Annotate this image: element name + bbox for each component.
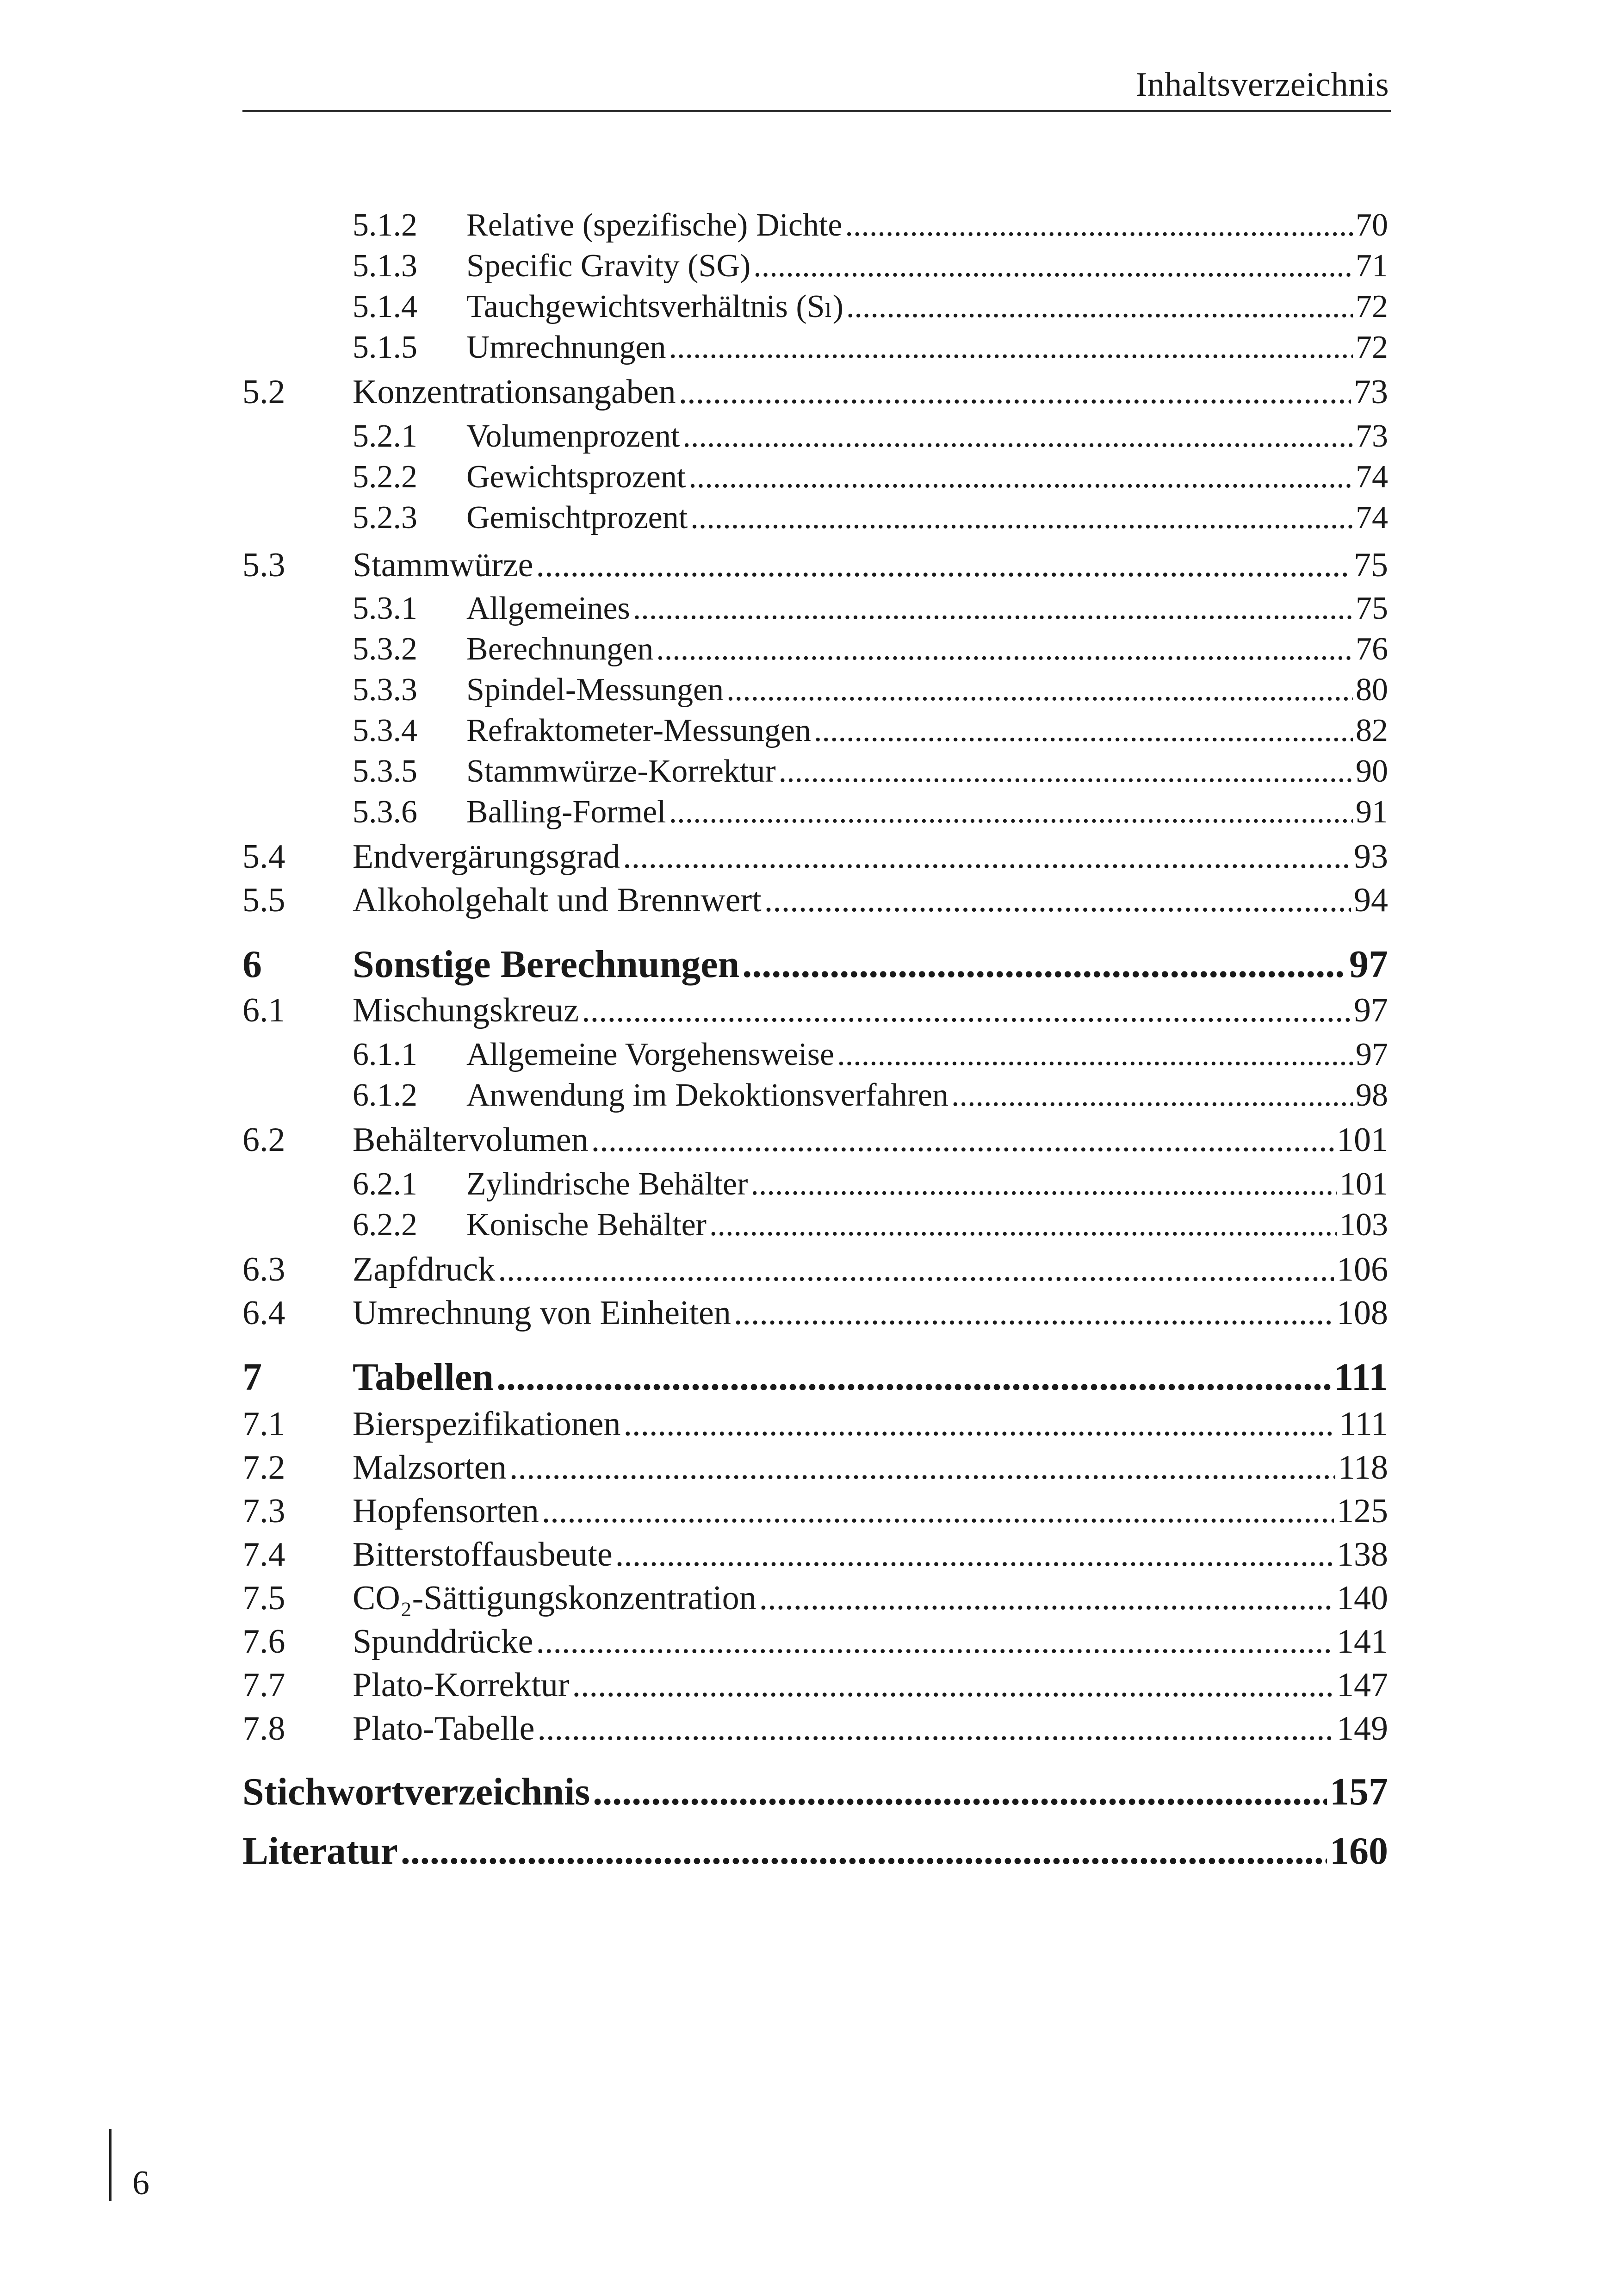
- toc-entry-page: 80: [1356, 672, 1388, 708]
- toc-entry-title: Sonstige Berechnungen: [353, 943, 740, 986]
- toc-entry-number: 6.1: [242, 991, 285, 1029]
- toc-entry-page: 103: [1339, 1207, 1388, 1243]
- toc-entry-title: Plato-Tabelle: [353, 1710, 535, 1748]
- toc-entry-page: 106: [1337, 1251, 1388, 1288]
- toc-entry-title: Alkoholgehalt und Brennwert: [353, 881, 762, 919]
- toc-entry-number: 6.2.2: [353, 1207, 417, 1243]
- dot-leader: [679, 375, 1351, 409]
- toc-entry-line: [466, 331, 1388, 364]
- toc-entry-title: Zylindrische Behälter: [466, 1166, 748, 1202]
- toc-entry-line: [353, 1252, 1388, 1287]
- toc-entry-line: [466, 502, 1388, 534]
- toc-entry-page: 125: [1337, 1492, 1388, 1530]
- toc-entry-number: 6.3: [242, 1251, 285, 1288]
- dot-leader: [669, 796, 1353, 828]
- toc-entry-title: Specific Gravity (SG): [466, 248, 751, 284]
- dot-leader: [633, 592, 1353, 625]
- toc-entry-number: 5.3.5: [353, 753, 417, 789]
- dot-leader: [734, 1296, 1334, 1330]
- toc-entry-number: 5.5: [242, 881, 285, 919]
- toc-entry-number: 7.8: [242, 1710, 285, 1748]
- toc-entry-title: Behältervolumen: [353, 1121, 589, 1159]
- toc-entry-page: 98: [1356, 1077, 1388, 1113]
- toc-entry-number: 7.1: [242, 1405, 285, 1443]
- dot-leader: [498, 1252, 1334, 1287]
- toc-entry-page: 75: [1354, 546, 1388, 584]
- toc-entry-number: 6.2: [242, 1121, 285, 1159]
- dot-leader: [615, 1537, 1334, 1572]
- toc-entry-number: 5.2.3: [353, 500, 417, 535]
- toc-entry-line: [353, 945, 1388, 984]
- toc-entry-number: 7.4: [242, 1536, 285, 1574]
- dot-leader: [669, 331, 1353, 364]
- running-header-title: Inhaltsverzeichnis: [1135, 66, 1389, 104]
- toc-entry-title: Stammwürze-Korrektur: [466, 753, 776, 789]
- toc-entry-line: [466, 420, 1388, 453]
- dot-leader: [496, 1358, 1331, 1397]
- toc-entry-number: 5.2.1: [353, 418, 417, 454]
- toc-entry-page: 97: [1356, 1037, 1388, 1072]
- toc-entry-page: 140: [1337, 1579, 1388, 1617]
- toc-entry-page: 93: [1354, 838, 1388, 876]
- toc-entry-number: 5.1.5: [353, 330, 417, 365]
- toc-entry-number: 5.3.2: [353, 631, 417, 667]
- dot-leader: [753, 250, 1353, 282]
- toc-entry-line: [353, 840, 1388, 874]
- dot-leader: [536, 548, 1351, 582]
- toc-entry-title: Tauchgewichtsverhältnis (Sₗ): [466, 289, 843, 324]
- toc-entry-line: [466, 674, 1388, 706]
- toc-entry-page: 101: [1339, 1166, 1388, 1202]
- toc-entry-title: Refraktometer-Messungen: [466, 713, 812, 748]
- toc-entry-title: CO₂-Sättigungskonzentration: [353, 1579, 756, 1617]
- toc-entry-line: [353, 1581, 1388, 1615]
- toc-entry-page: 157: [1330, 1770, 1388, 1813]
- toc-entry-line: [353, 1358, 1388, 1397]
- toc-entry-page: 76: [1356, 631, 1388, 667]
- toc-entry-title: Berechnungen: [466, 631, 654, 667]
- dot-leader: [951, 1079, 1353, 1112]
- toc-entry-title: Volumenprozent: [466, 418, 680, 454]
- toc-entry-page: 138: [1337, 1536, 1388, 1574]
- dot-leader: [779, 755, 1353, 788]
- toc-entry-number: 5.3.4: [353, 713, 417, 748]
- toc-entry-number: 5.1.3: [353, 248, 417, 284]
- dot-leader: [814, 715, 1353, 747]
- toc-entry-line: [353, 1407, 1388, 1441]
- dot-leader: [690, 502, 1353, 534]
- page-marker-line: [109, 2129, 112, 2201]
- toc-entry-title: Umrechnungen: [466, 330, 666, 365]
- toc-entry-page: 70: [1356, 207, 1388, 243]
- toc-entry-number: 7.6: [242, 1623, 285, 1661]
- dot-leader: [623, 1407, 1336, 1441]
- toc-entry-page: 91: [1356, 794, 1388, 830]
- dot-leader: [536, 1624, 1334, 1659]
- toc-entry-number: 5.4: [242, 838, 285, 876]
- toc-entry-page: 147: [1337, 1666, 1388, 1704]
- toc-entry-number: 5.3.1: [353, 591, 417, 626]
- toc-entry-title: Stichwortverzeichnis: [242, 1770, 590, 1813]
- toc-entry-line: [353, 1296, 1388, 1330]
- toc-entry-number: 6: [242, 943, 262, 986]
- toc-entry-line: [466, 755, 1388, 788]
- toc-entry-line: [466, 1039, 1388, 1071]
- toc-entry-number: 7: [242, 1356, 262, 1399]
- toc-entry-title: Relative (spezifische) Dichte: [466, 207, 843, 243]
- toc-entry-number: 5.3: [242, 546, 285, 584]
- toc-entry-number: 5.1.4: [353, 289, 417, 324]
- dot-leader: [682, 420, 1353, 453]
- toc-entry-line: [466, 250, 1388, 282]
- toc-entry-title: Endvergärungsgrad: [353, 838, 620, 876]
- toc-entry-line: [353, 375, 1388, 409]
- toc-entry-line: [466, 715, 1388, 747]
- toc-entry-page: 108: [1337, 1294, 1388, 1332]
- toc-entry-page: 72: [1356, 289, 1388, 324]
- toc-entry-page: 75: [1356, 591, 1388, 626]
- toc-entry-page: 97: [1349, 943, 1388, 986]
- dot-leader: [750, 1168, 1337, 1201]
- toc-entry-number: 5.3.3: [353, 672, 417, 708]
- toc-entry-number: 7.5: [242, 1579, 285, 1617]
- toc-entry-page: 82: [1356, 713, 1388, 748]
- toc-entry-title: Tabellen: [353, 1356, 494, 1399]
- toc-entry-title: Malzsorten: [353, 1449, 507, 1487]
- toc-entry-number: 5.3.6: [353, 794, 417, 830]
- dot-leader: [709, 1209, 1337, 1241]
- toc-entry-line: [353, 1123, 1388, 1157]
- toc-entry-title: Bitterstoffausbeute: [353, 1536, 613, 1574]
- toc-entry-line: [353, 883, 1388, 917]
- toc-entry-page: 94: [1354, 881, 1388, 919]
- toc-entry-title: Allgemeine Vorgehensweise: [466, 1037, 835, 1072]
- dot-leader: [845, 209, 1353, 242]
- toc-entry-title: Hopfensorten: [353, 1492, 539, 1530]
- toc-entry-line: [353, 1624, 1388, 1659]
- toc-entry-line: [242, 1770, 1388, 1813]
- dot-leader: [764, 883, 1351, 917]
- toc-entry-page: 97: [1354, 991, 1388, 1029]
- dot-leader: [593, 1773, 1327, 1811]
- toc-entry-title: Anwendung im Dekoktionsverfahren: [466, 1077, 948, 1113]
- toc-entry-line: [466, 1209, 1388, 1241]
- toc-entry-page: 74: [1356, 459, 1388, 495]
- toc-entry-page: 71: [1356, 248, 1388, 284]
- toc-entry-title: Stammwürze: [353, 546, 533, 584]
- toc-entry-number: 6.1.1: [353, 1037, 417, 1072]
- toc-entry-line: [466, 461, 1388, 493]
- toc-entry-page: 72: [1356, 330, 1388, 365]
- toc-entry-page: 149: [1337, 1710, 1388, 1748]
- dot-leader: [572, 1668, 1334, 1702]
- toc-entry-title: Spunddrücke: [353, 1623, 533, 1661]
- toc-entry-number: 7.3: [242, 1492, 285, 1530]
- toc-entry-number: 7.7: [242, 1666, 285, 1704]
- toc-entry-page: 141: [1337, 1623, 1388, 1661]
- toc-entry-number: 5.2.2: [353, 459, 417, 495]
- toc-entry-page: 73: [1356, 418, 1388, 454]
- toc-entry-title: Konische Behälter: [466, 1207, 707, 1243]
- toc-entry-line: [353, 993, 1388, 1027]
- toc-entry-line: [466, 1079, 1388, 1112]
- toc-entry-title: Plato-Korrektur: [353, 1666, 570, 1704]
- toc-entry-line: [353, 1668, 1388, 1702]
- toc-entry-title: Balling-Formel: [466, 794, 666, 830]
- toc-entry-line: [466, 796, 1388, 828]
- toc-entry-line: [353, 1711, 1388, 1746]
- toc-entry-title: Spindel-Messungen: [466, 672, 724, 708]
- toc-entry-line: [466, 592, 1388, 625]
- toc-entry-page: 74: [1356, 500, 1388, 535]
- toc-entry-page: 111: [1339, 1405, 1388, 1443]
- toc-entry-line: [353, 1537, 1388, 1572]
- toc-entry-page: 160: [1330, 1829, 1388, 1873]
- toc-entry-page: 118: [1338, 1449, 1388, 1487]
- toc-entry-title: Zapfdruck: [353, 1251, 496, 1288]
- toc-entry-number: 7.2: [242, 1449, 285, 1487]
- dot-leader: [582, 993, 1351, 1027]
- toc-entry-line: [353, 548, 1388, 582]
- toc-entry-line: [466, 209, 1388, 242]
- dot-leader: [591, 1123, 1334, 1157]
- toc-entry-line: [466, 633, 1388, 666]
- toc-entry-line: [353, 1450, 1388, 1485]
- toc-entry-page: 101: [1337, 1121, 1388, 1159]
- toc-entry-title: Allgemeines: [466, 591, 630, 626]
- toc-entry-title: Mischungskreuz: [353, 991, 579, 1029]
- toc-entry-title: Gewichtsprozent: [466, 459, 686, 495]
- toc-entry-line: [242, 1829, 1388, 1873]
- toc-entry-title: Bierspezifikationen: [353, 1405, 621, 1443]
- toc-entry-title: Konzentrationsangaben: [353, 373, 676, 411]
- toc-entry-page: 73: [1354, 373, 1388, 411]
- dot-leader: [726, 674, 1353, 706]
- dot-leader: [759, 1581, 1334, 1615]
- toc-entry-title: Umrechnung von Einheiten: [353, 1294, 731, 1332]
- toc-entry-line: [466, 1168, 1388, 1201]
- dot-leader: [542, 1494, 1334, 1528]
- dot-leader: [846, 291, 1353, 323]
- toc-entry-line: [466, 291, 1388, 323]
- dot-leader: [742, 945, 1346, 984]
- dot-leader: [656, 633, 1353, 666]
- dot-leader: [537, 1711, 1334, 1746]
- toc-entry-number: 6.4: [242, 1294, 285, 1332]
- dot-leader: [837, 1039, 1353, 1071]
- toc-entry-number: 5.2: [242, 373, 285, 411]
- toc-entry-line: [353, 1494, 1388, 1528]
- toc-entry-number: 6.1.2: [353, 1077, 417, 1113]
- toc-entry-title: Literatur: [242, 1829, 398, 1873]
- toc-entry-number: 5.1.2: [353, 207, 417, 243]
- toc-entry-page: 111: [1334, 1356, 1388, 1399]
- toc-entry-title: Gemischtprozent: [466, 500, 688, 535]
- dot-leader: [623, 840, 1351, 874]
- page-number: 6: [132, 2164, 149, 2202]
- dot-leader: [688, 461, 1353, 493]
- toc-entry-page: 90: [1356, 753, 1388, 789]
- toc-entry-number: 6.2.1: [353, 1166, 417, 1202]
- dot-leader: [509, 1450, 1335, 1485]
- dot-leader: [401, 1832, 1327, 1871]
